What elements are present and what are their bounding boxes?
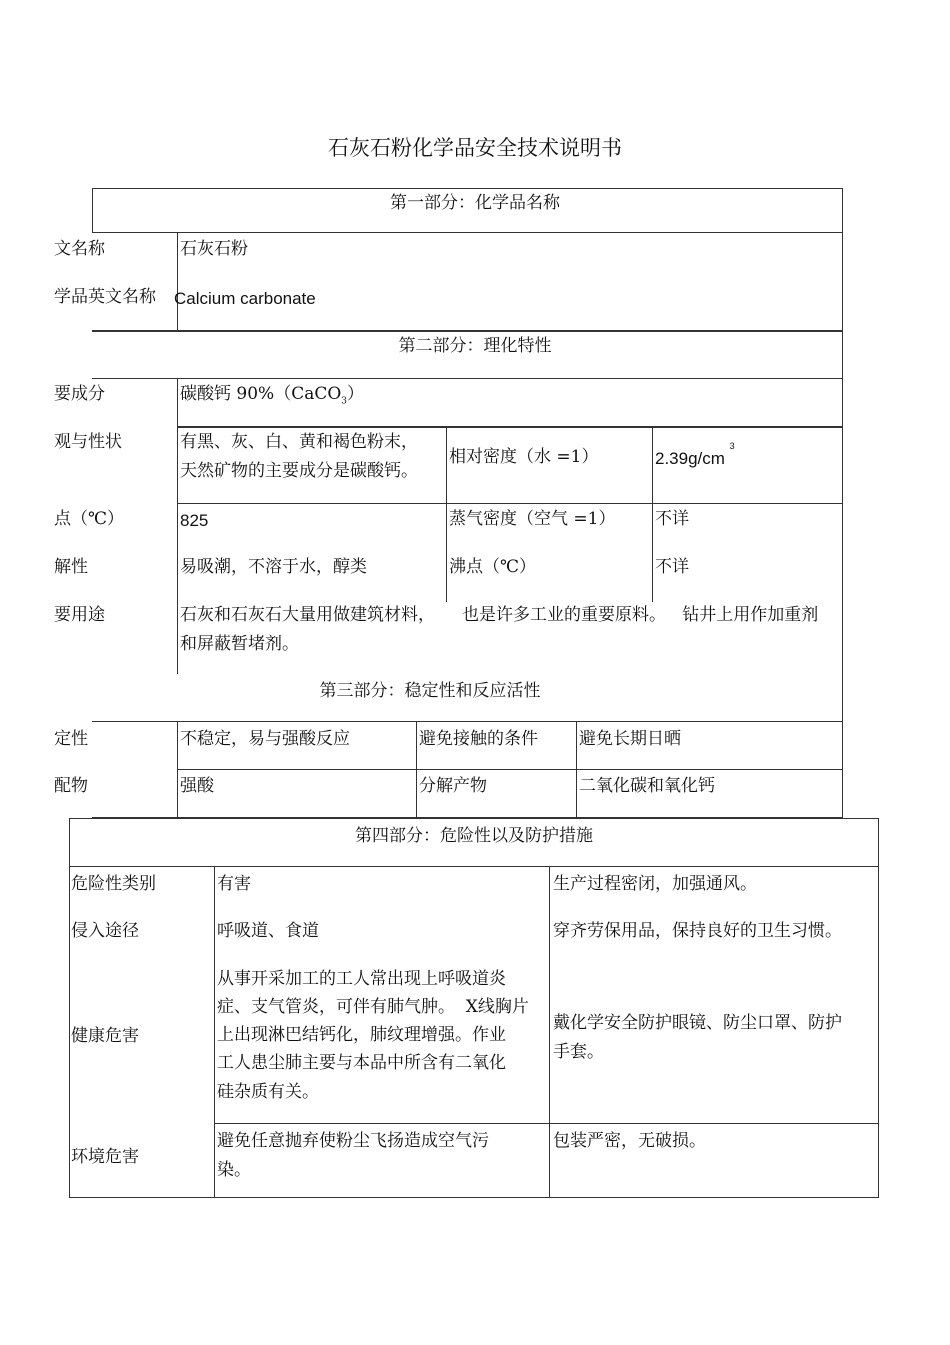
env-hazard-label: 环境危害 [71,1147,139,1167]
appearance-label: 观与性状 [54,432,122,452]
appearance-value-line1: 有黑、灰、白、黄和褐色粉末， [180,432,418,452]
stability-value: 不稳定，易与强酸反应 [180,729,350,749]
decomp-value: 二氧化碳和氧化钙 [579,776,715,796]
cn-name-label: 文名称 [54,239,105,259]
melting-value: 825 [180,511,209,530]
health-hazard-line1: 从事开采加工的工人常出现上呼吸道炎 [217,969,506,989]
route-measure: 穿齐劳保用品，保持良好的卫生习惯。 [553,921,842,941]
env-hazard-line1: 避免任意抛弃使粉尘飞扬造成空气污 [217,1131,489,1151]
boiling-value: 不详 [655,557,689,577]
env-hazard-line2: 染。 [217,1160,251,1180]
part1-heading: 第一部分：化学品名称 [390,193,560,213]
component-value: 碳酸钙 90%（CaCO$_3$） [180,384,365,407]
hazard-category-measure: 生产过程密闭，加强通风。 [553,874,757,894]
avoid-label: 避免接触的条件 [419,729,538,749]
cn-name-value: 石灰石粉 [180,239,248,259]
incompat-value: 强酸 [180,776,214,796]
hazard-category-label: 危险性类别 [71,874,156,894]
appearance-value-line2: 天然矿物的主要成分是碳酸钙。 [180,461,418,481]
usage-value-line1: 石灰和石灰石大量用做建筑材料， 也是许多工业的重要原料。 钻井上用作加重剂 [180,605,819,625]
health-hazard-line5: 硅杂质有关。 [217,1082,319,1102]
vapor-label: 蒸气密度（空气 =1） [449,509,616,529]
env-measure: 包装严密，无破损。 [553,1131,706,1151]
health-hazard-line3: 上出现淋巴结钙化，肺纹理增强。作业 [217,1025,506,1045]
incompat-label: 配物 [54,776,88,796]
avoid-value: 避免长期日晒 [579,729,681,749]
melting-label: 点（℃） [54,509,125,529]
en-name-value: Calcium carbonate [174,289,316,308]
density-label: 相对密度（水 =1） [449,447,599,467]
solubility-value: 易吸潮，不溶于水，醇类 [180,557,367,577]
stability-label: 定性 [54,729,88,749]
health-hazard-line2: 症、支气管炎，可伴有肺气肿。 X线胸片 [217,997,529,1017]
part2-heading: 第二部分：理化特性 [398,336,552,356]
health-measure-line2: 手套。 [553,1042,604,1062]
health-hazard-line4: 工人患尘肺主要与本品中所含有二氧化 [217,1053,506,1073]
vapor-value: 不详 [655,509,689,529]
health-hazard-label: 健康危害 [71,1026,139,1046]
boiling-label: 沸点（℃） [449,557,537,577]
route-value: 呼吸道、食道 [217,921,319,941]
component-label: 要成分 [54,384,105,404]
part4-heading: 第四部分：危险性以及防护措施 [355,826,593,846]
health-measure-line1: 戴化学安全防护眼镜、防尘口罩、防护 [553,1013,842,1033]
en-name-label: 学品英文名称 [54,287,156,307]
document-title: 石灰石粉化学品安全技术说明书 [328,136,622,160]
hazard-category-value: 有害 [217,874,251,894]
decomp-label: 分解产物 [419,776,487,796]
solubility-label: 解性 [54,557,88,577]
part3-heading: 第三部分：稳定性和反应活性 [319,681,541,701]
density-value: 2.39g/cm $^3$ [655,441,735,468]
route-label: 侵入途径 [71,921,139,941]
usage-value-line2: 和屏蔽暂堵剂。 [180,634,299,654]
usage-label: 要用途 [54,605,105,625]
